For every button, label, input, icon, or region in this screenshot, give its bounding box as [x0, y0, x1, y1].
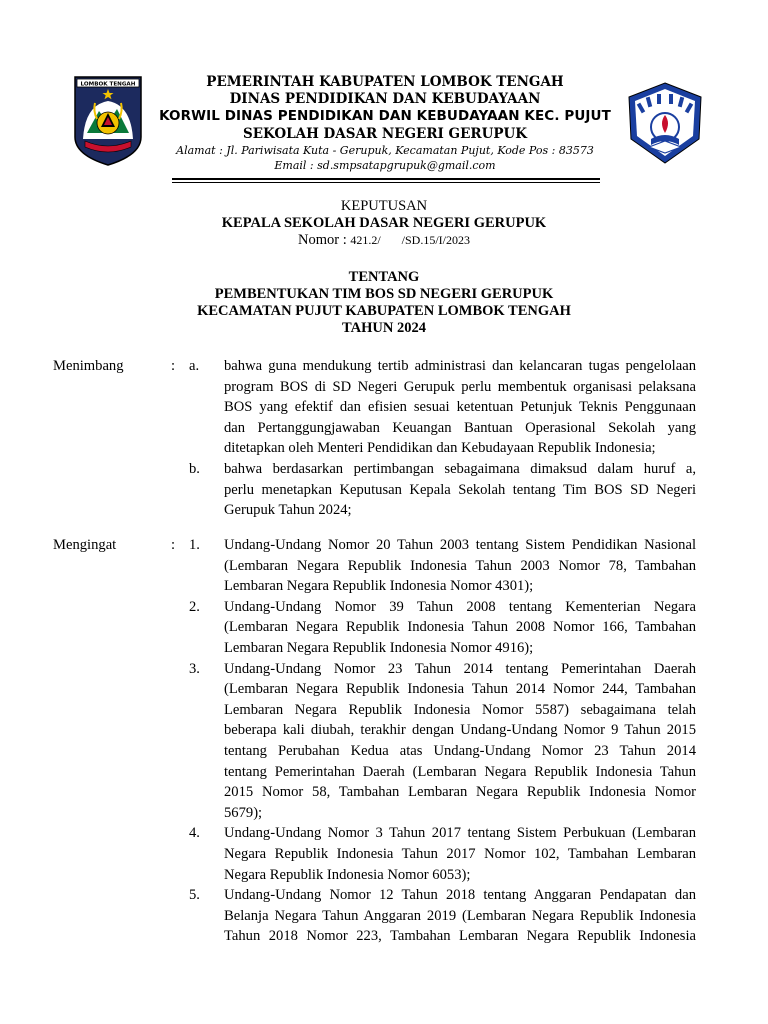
- mengingat-item-line: tentang Pemerintahan Daerah (Lembaran Negara Republik Indonesia Tahun: [224, 763, 696, 780]
- mengingat-item-line: 2015 Nomor 58, Tambahan Lembaran Negara Republik Indonesia Nomor: [224, 784, 696, 801]
- letterhead-government: PEMERINTAH KABUPATEN LOMBOK TENGAH: [206, 74, 564, 90]
- mengingat-item-line: Lembaran Negara Republik Indonesia Nomor 4301);: [224, 578, 534, 595]
- mengingat-item-line: Lembaran Negara Republik Indonesia Nomor 5587) sebagaimana telah: [224, 701, 696, 718]
- left-logo-label: LOMBOK TENGAH: [80, 81, 136, 88]
- decision-number: [0, 232, 768, 249]
- subject-line-1: PEMBENTUKAN TIM BOS SD NEGERI GERUPUK: [214, 286, 554, 302]
- menimbang-item-line: Gerupuk Tahun 2024;: [224, 502, 352, 519]
- mengingat-item-marker: 5.: [189, 887, 200, 904]
- mengingat-item-marker: 1.: [189, 537, 200, 553]
- mengingat-item-line: Lembaran Negara Republik Indonesia Nomor 4916);: [224, 640, 534, 656]
- mengingat-item-line: Undang-Undang Nomor 39 Tahun 2008 tentang Kementerian Negara: [224, 598, 696, 615]
- mengingat-item-line: 5679);: [224, 804, 263, 821]
- tut-wuri-handayani-emblem-icon: [625, 81, 705, 165]
- letterhead-text: [150, 74, 620, 173]
- mengingat-item-line: Belanja Negara Tahun Anggaran 2019 (Lembaran Negara Republik Indonesia: [224, 907, 696, 924]
- menimbang-item-line: ditetapkan oleh Menteri Pendidikan dan Kebudayaan Republik Indonesia;: [224, 440, 656, 457]
- letterhead-rule-thick: [172, 178, 600, 180]
- menimbang-label: Menimbang: [53, 358, 124, 374]
- menimbang-item-line: BOS yang efektif dan efisien sesuai ketentuan Petunjuk Teknis Penggunaan: [224, 399, 696, 416]
- menimbang-item-line: bahwa berdasarkan pertimbangan sebagaimana dimaksud dalam huruf a,: [224, 461, 696, 477]
- decision-heading: [0, 198, 768, 249]
- heading-keputusan: KEPUTUSAN: [340, 198, 428, 214]
- letterhead-rule-thin: [172, 182, 600, 183]
- mengingat-item-line: Negara Republik Indonesia Tahun 2017 Nomor 102, Tambahan Lembaran: [224, 846, 696, 862]
- mengingat-item-line: Negara Republik Indonesia Nomor 6053);: [224, 866, 471, 883]
- mengingat-item-line: tentang Perubahan Kedua atas Undang-Undang Nomor 23 Tahun 2014: [224, 743, 696, 759]
- mengingat-item-line: (Lembaran Negara Republik Indonesia Tahun 2014 Nomor 244, Tambahan: [224, 681, 696, 698]
- mengingat-item-line: Undang-Undang Nomor 23 Tahun 2014 tentang Pemerintahan Daerah: [224, 660, 696, 677]
- mengingat-label: Mengingat: [53, 537, 117, 553]
- menimbang-item-marker: b.: [189, 461, 200, 477]
- mengingat-item-line: (Lembaran Negara Republik Indonesia Tahun 2003 Nomor 78, Tambahan: [224, 557, 696, 574]
- mengingat-item-line: Undang-Undang Nomor 20 Tahun 2003 tentang Sistem Pendidikan Nasional: [224, 537, 696, 553]
- menimbang-colon: :: [171, 358, 176, 374]
- menimbang-item-line: program BOS di SD Negeri Gerupuk perlu membentuk organisasi pelaksana: [224, 378, 696, 395]
- mengingat-item-line: Undang-Undang Nomor 12 Tahun 2018 tentang Anggaran Pendapatan dan: [224, 887, 696, 904]
- mengingat-colon: :: [171, 537, 176, 553]
- menimbang-item-marker: a.: [189, 358, 200, 374]
- subject-line-2: KECAMATAN PUJUT KABUPATEN LOMBOK TENGAH: [197, 303, 571, 319]
- menimbang-item-line: perlu menetapkan Keputusan Kepala Sekolah tentang Tim BOS SD Negeri: [224, 481, 696, 498]
- mengingat-item-line: (Lembaran Negara Republik Indonesia Tahun 2008 Nomor 166, Tambahan: [224, 619, 696, 636]
- menimbang-item-line: dan Pertanggungjawaban Keuangan Bantuan Operasional Sekolah yang: [224, 419, 696, 436]
- heading-tentang: TENTANG: [348, 269, 420, 285]
- letterhead-school: SEKOLAH DASAR NEGERI GERUPUK: [242, 126, 528, 142]
- letterhead-email: Email : sd.smpsatapgrupuk@gmail.com: [274, 159, 496, 172]
- decision-number-value: 421.2/ /SD.15/I/2023: [350, 233, 471, 247]
- mengingat-item-marker: 3.: [189, 660, 200, 677]
- mengingat-item-line: Tahun 2018 Nomor 223, Tambahan Lembaran Negara Republik Indonesia: [224, 928, 696, 945]
- mengingat-item-line: Undang-Undang Nomor 3 Tahun 2017 tentang Sistem Perbukuan (Lembaran: [224, 825, 696, 842]
- letterhead-address: Alamat : Jl. Pariwisata Kuta - Gerupuk, Kecamatan Pujut, Kode Pos : 83573: [176, 144, 594, 157]
- lombok-tengah-emblem-icon: [73, 75, 143, 167]
- mengingat-item-marker: 2.: [189, 598, 200, 615]
- decision-subject: [0, 269, 768, 337]
- decision-number-label: Nomor :: [297, 232, 351, 248]
- mengingat-item-line: beberapa kali diubah, terakhir dengan Undang-Undang Nomor 9 Tahun 2015: [224, 722, 696, 739]
- subject-line-3: TAHUN 2024: [342, 320, 426, 336]
- letterhead-department: DINAS PENDIDIKAN DAN KEBUDAYAAN: [229, 91, 541, 107]
- letterhead-korwil: KORWIL DINAS PENDIDIKAN DAN KEBUDAYAAN KEC. PUJUT: [159, 108, 611, 124]
- mengingat-item-marker: 4.: [189, 825, 200, 842]
- menimbang-item-line: bahwa guna mendukung tertib administrasi dan kelancaran tugas pengelolaan: [224, 358, 696, 374]
- heading-kepala-sekolah: KEPALA SEKOLAH DASAR NEGERI GERUPUK: [221, 215, 547, 231]
